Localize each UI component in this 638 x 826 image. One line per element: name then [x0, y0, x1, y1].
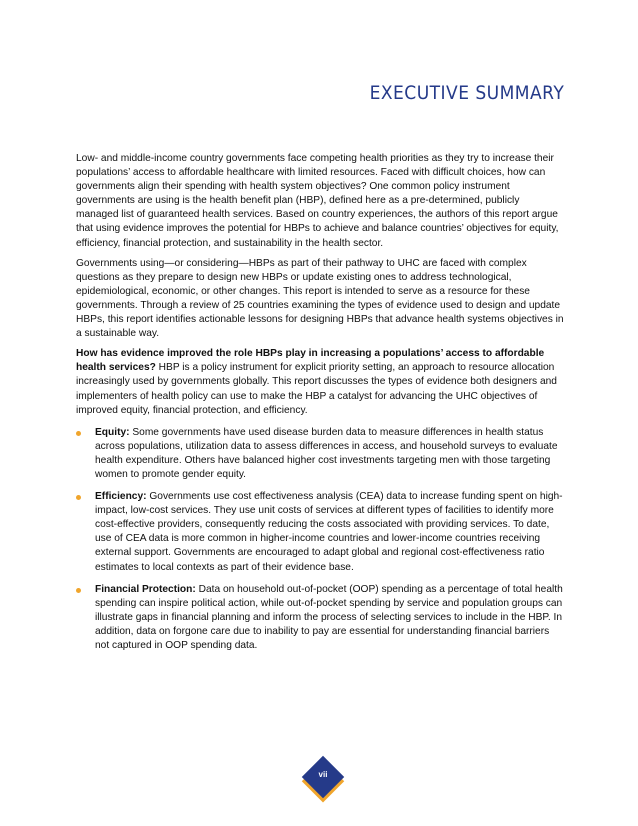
question-text: HBP is a policy instrument for explicit priority setting, an approach to resource allocation increasingly used by governments globally. This report discusses the types of evidence both designers and implementers of health policy can use to make the HBP a catalyst for advancing the UHC objectives of improved equity, financial protection, and efficiency. [76, 362, 557, 416]
page-number-badge [302, 756, 344, 798]
bullet-text: Some governments have used disease burden data to measure differences in health status across populations, utilization data to assess differences in access, and household surveys to evaluate health expenditure. Others have balanced higher cost investments targeting men with those targeting women to promote gender equity. [95, 426, 558, 480]
list-item [76, 583, 564, 653]
bullet-text: Governments use cost effectiveness analysis (CEA) data to increase funding spent on high-impact, low-cost services. They use unit costs of services at different types of facilities to identify more cost-effective providers, consequently reducing the costs associated with providing services. To date, use of CEA data is more common in higher-income countries and lower-income countries receiving external support. Governments are encouraged to adapt global and regional cost-effectiveness ratio estimates to local contexts as part of their evidence base. [95, 491, 563, 573]
objectives-list [76, 426, 564, 653]
page-title: EXECUTIVE SUMMARY [369, 82, 564, 104]
bullet-label: Efficiency: [95, 491, 147, 503]
bullet-label: Equity: [95, 426, 130, 438]
governments-paragraph: Governments using—or considering—HBPs as part of their pathway to UHC are faced with complex questions as they prepare to design new HBPs or update existing ones to address technological, epidemiological, economic, or other changes. This report is intended to serve as a resource for these governments. Through a review of 25 countries examining the types of evidence used to design and update HBPs, this report identifies actionable lessons for designing HBPs that advance health systems objectives in a sustainable way. [76, 257, 564, 340]
list-item [76, 426, 564, 482]
bullet-label: Financial Protection: [95, 583, 196, 595]
bullet-text: Data on household out-of-pocket (OOP) spending as a percentage of total health spending can inspire political action, while out-of-pocket spending by service and population groups can illustrate gaps in financial planning and inform the process of selecting services to include in the HBP. In addition, data on forgone care due to inability to pay are essential for understanding financial barriers not captured in OOP spending data. [95, 583, 563, 651]
bullet-icon [76, 495, 81, 500]
question-heading: How has evidence improved the role HBPs play in increasing a populations’ access to affordable health services? [76, 348, 545, 374]
intro-paragraph: Low- and middle-income country governments face competing health priorities as they try to increase their populations’ access to affordable healthcare with limited resources. Faced with difficult choices, how can governments align their spending with health system objectives? One common policy instrument governments are using is the health benefit plan (HBP), defined here as a pre-determined, publicly managed list of guaranteed health services. Based on country experiences, the authors of this report argue that using evidence improves the potential for HBPs to achieve and balance countries’ objectives for equity, efficiency, financial protection, and sustainability in the health sector. [76, 153, 559, 249]
bullet-icon [76, 588, 81, 593]
document-body [76, 152, 564, 661]
page-number: vii [318, 770, 328, 779]
question-paragraph [76, 347, 564, 417]
bullet-icon [76, 431, 81, 436]
list-item [76, 490, 564, 575]
